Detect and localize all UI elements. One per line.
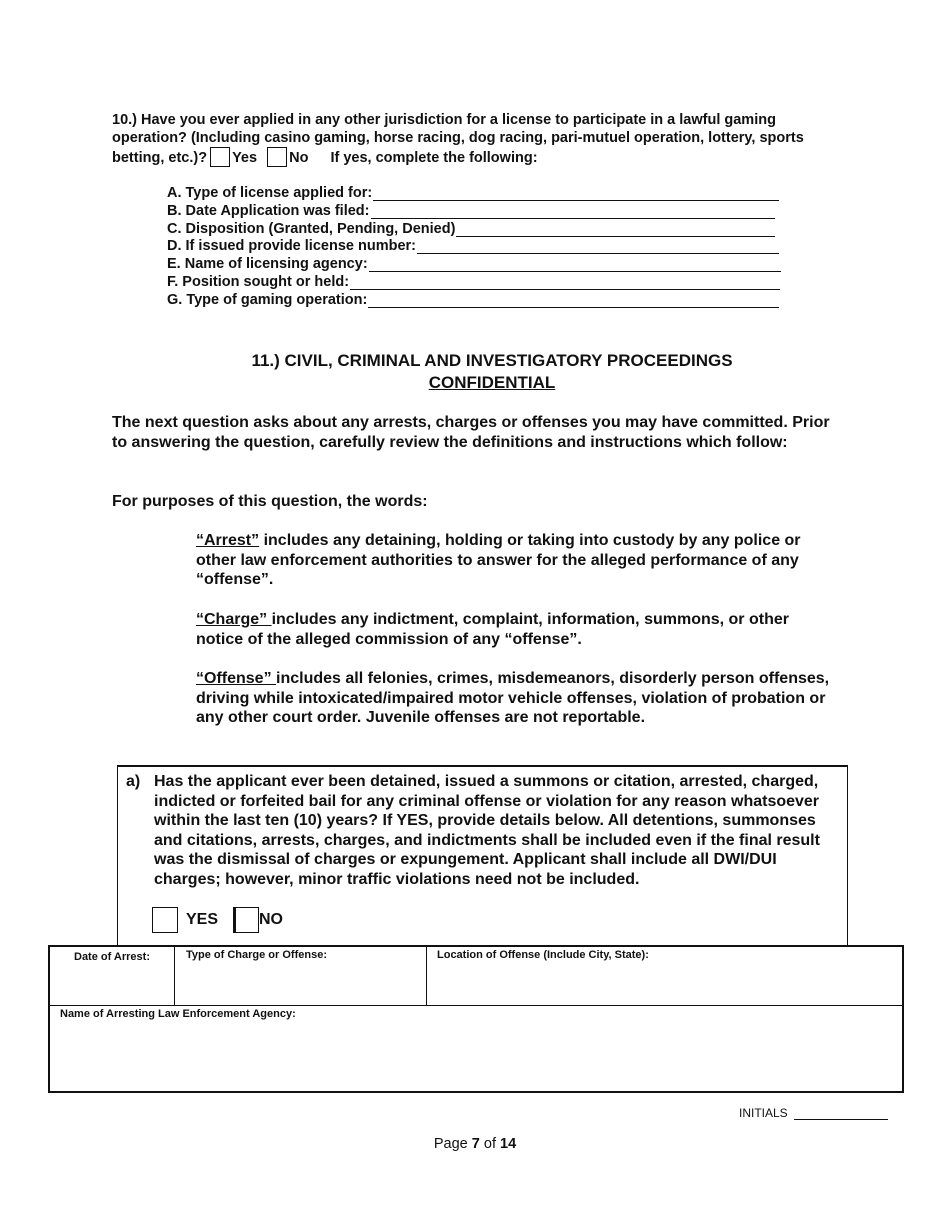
question-a	[126, 772, 831, 890]
q10-field-a	[167, 183, 779, 201]
definition-charge	[196, 610, 836, 649]
definition-arrest-term: “Arrest”	[196, 532, 260, 549]
date-of-arrest-input[interactable]	[52, 965, 172, 1003]
section-11-title: 11.) CIVIL, CRIMINAL AND INVESTIGATORY PROCEEDINGS	[251, 351, 733, 370]
type-of-charge-input[interactable]	[177, 965, 424, 1003]
q10-field-b-input[interactable]	[371, 204, 775, 219]
arresting-agency-label: Name of Arresting Law Enforcement Agency:	[60, 1008, 296, 1020]
q10-field-g-input[interactable]	[368, 293, 779, 308]
q10-no-label: No	[289, 150, 309, 166]
section-11-subtitle-wrap	[112, 373, 872, 393]
definition-offense-text: includes all felonies, crimes, misdemeanors, disorderly person offenses, driving while intoxicated/impaired motor vehicle offenses, violation of probation or any other court order. Juvenile offenses are not reportable.	[196, 670, 830, 726]
table-row-divider	[50, 1005, 902, 1006]
definition-offense	[196, 669, 836, 728]
arresting-agency-input[interactable]	[52, 1023, 898, 1087]
question-a-no-checkbox[interactable]	[233, 907, 259, 933]
q10-field-c-input[interactable]	[456, 222, 775, 237]
question-a-marker: a)	[126, 773, 141, 790]
page-prefix: Page	[433, 1136, 468, 1152]
definition-arrest-text: includes any detaining, holding or taking into custody by any police or other law enforcement authorities to answer for the alleged performance of any “offense”.	[196, 532, 801, 588]
table-divider-1	[174, 947, 175, 1005]
definition-offense-term: “Offense”	[196, 670, 277, 687]
section-11-purposes: For purposes of this question, the words:	[112, 493, 428, 510]
table-divider-2	[426, 947, 427, 1005]
q10-field-g-label: G. Type of gaming operation:	[167, 292, 368, 308]
initials-field	[739, 1106, 888, 1120]
question-a-no	[233, 907, 283, 933]
section-11-intro: The next question asks about any arrests, charges or offenses you may have committed. Prior to answering the question, carefully review the definitions and instructions which follow:	[112, 414, 830, 451]
q10-field-b-label: B. Date Application was filed:	[167, 203, 370, 219]
q10-field-f-input[interactable]	[350, 275, 780, 290]
location-of-offense-label: Location of Offense (Include City, State):	[437, 949, 649, 961]
q10-field-e-label: E. Name of licensing agency:	[167, 256, 368, 272]
q10-field-c	[167, 219, 775, 237]
q10-field-f-label: F. Position sought or held:	[167, 274, 350, 290]
q10-field-d-input[interactable]	[417, 239, 779, 254]
question-a-box	[117, 765, 848, 947]
initials-label: INITIALS	[739, 1106, 788, 1120]
section-11-subtitle: CONFIDENTIAL	[428, 373, 556, 392]
q10-field-e	[167, 254, 781, 272]
location-of-offense-input[interactable]	[429, 965, 899, 1003]
q10-field-c-label: C. Disposition (Granted, Pending, Denied)	[167, 221, 456, 237]
type-of-charge-label: Type of Charge or Offense:	[186, 949, 327, 961]
question-a-no-label: NO	[259, 911, 283, 928]
q10-followup: If yes, complete the following:	[330, 150, 538, 166]
q10-field-e-input[interactable]	[369, 257, 781, 272]
question-a-yes	[152, 907, 218, 933]
question-a-yes-checkbox[interactable]	[152, 907, 178, 933]
question-10	[112, 112, 832, 168]
q10-field-a-label: A. Type of license applied for:	[167, 185, 373, 201]
q10-yes-label: Yes	[232, 150, 258, 166]
q10-field-d-label: D. If issued provide license number:	[167, 238, 416, 254]
question-a-yes-label: YES	[186, 911, 219, 928]
q10-field-b	[167, 201, 775, 219]
q10-field-d	[167, 236, 779, 254]
page-number	[0, 1136, 950, 1152]
definition-charge-term: “Charge”	[196, 611, 272, 628]
question-a-text: Has the applicant ever been detained, issued a summons or citation, arrested, charged, indicted or forfeited bail for any criminal offense or violation for any reason whatsoever within the last ten (10) years? If YES, provide details below. All detentions, summonses and citations, arrests, charges, and indictments shall be included even if the final result was the dismissal of charges or expungement. Applicant shall include all DWI/DUI charges; however, minor traffic violations need not be included.	[154, 773, 820, 888]
question-10-text: 10.) Have you ever applied in any other jurisdiction for a license to participate in a lawful gaming operation? (Including casino gaming, horse racing, dog racing, pari-mutuel operation, lottery, sports betting, etc.)?	[112, 112, 804, 166]
definition-arrest	[196, 531, 836, 590]
q10-yes-checkbox[interactable]	[210, 147, 230, 167]
date-of-arrest-label: Date of Arrest:	[74, 951, 150, 963]
page-current: 7	[471, 1136, 480, 1152]
q10-field-g	[167, 290, 779, 308]
q10-field-a-input[interactable]	[373, 186, 779, 201]
q10-field-f	[167, 272, 780, 290]
arrest-details-table	[48, 945, 904, 1093]
initials-input[interactable]	[794, 1107, 888, 1120]
page-total: 14	[500, 1136, 517, 1152]
definition-charge-text: includes any indictment, complaint, information, summons, or other notice of the alleged commission of any “offense”.	[196, 611, 789, 648]
q10-no-checkbox[interactable]	[267, 147, 287, 167]
page-of: of	[483, 1136, 496, 1152]
